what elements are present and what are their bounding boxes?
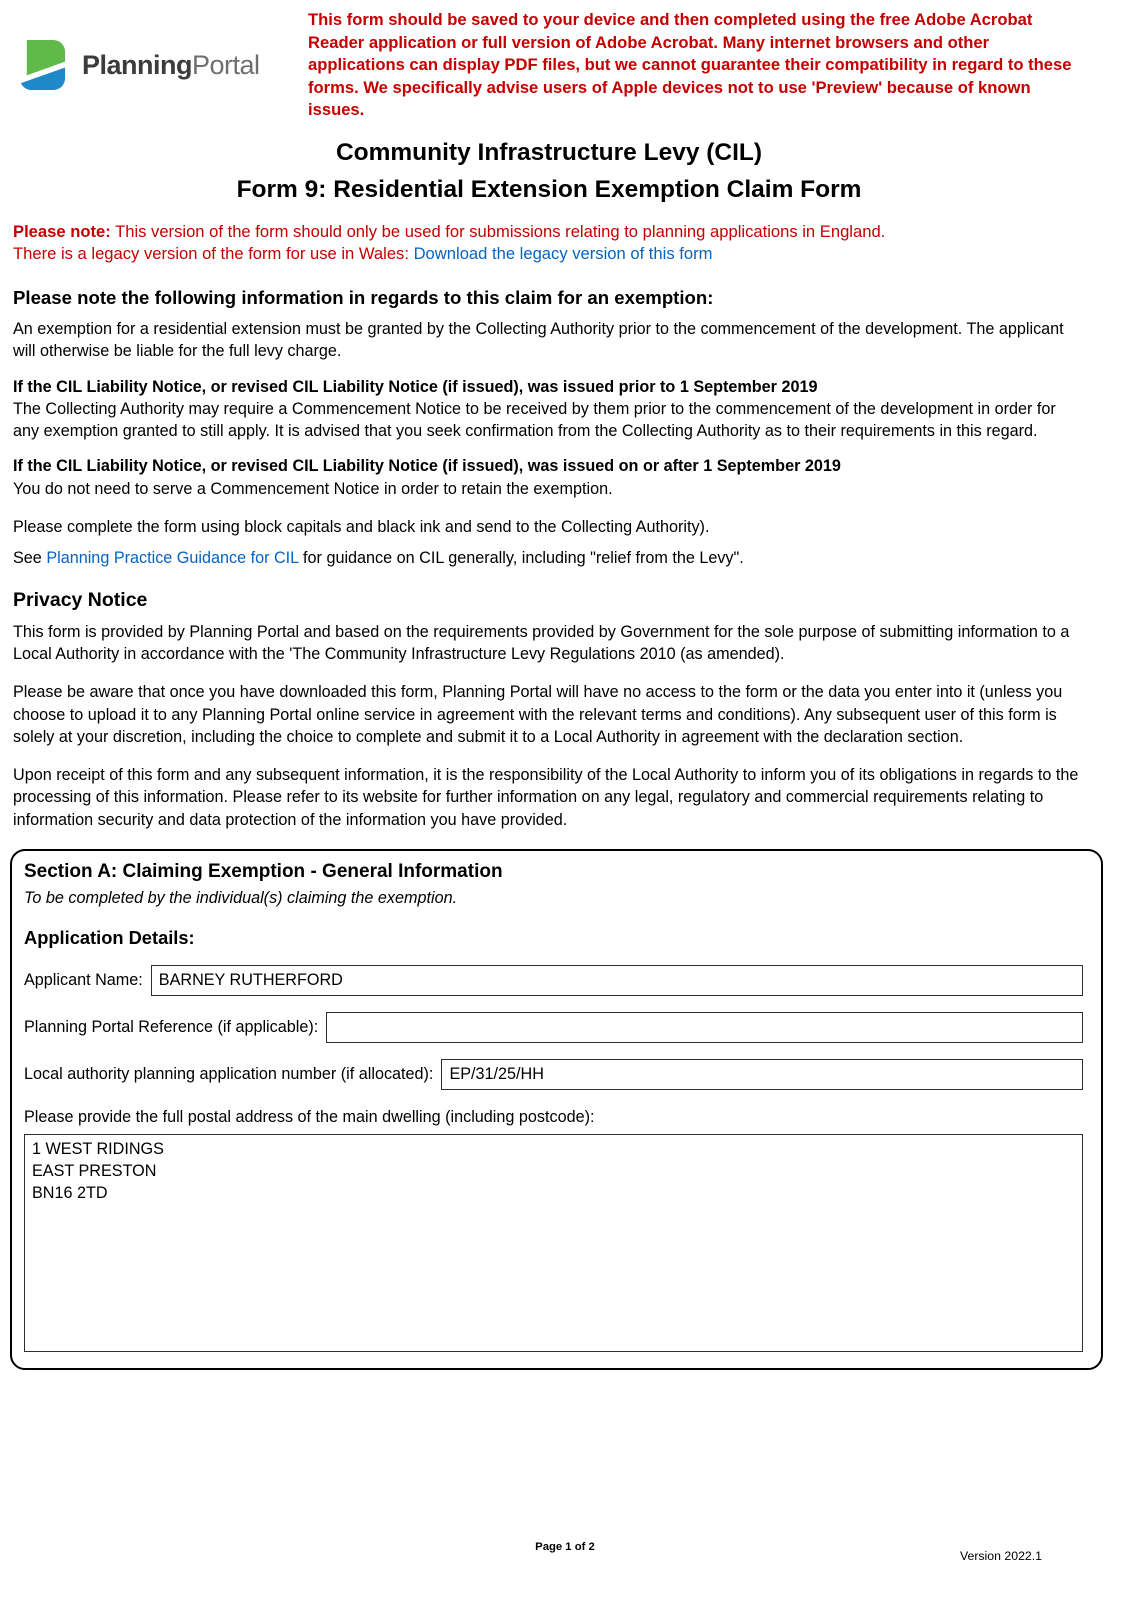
- guidance-prefix: See: [13, 549, 47, 568]
- address-label: Please provide the full postal address of the main dwelling (including postcode):: [24, 1108, 595, 1127]
- exemption-info-para: An exemption for a residential extension must be granted by the Collecting Authority prior to the commencement of the development. The applicant will otherwise be liable for the full levy charge.: [13, 319, 1064, 361]
- guidance-note: [13, 547, 1085, 569]
- address-input[interactable]: [24, 1134, 1083, 1352]
- prior-notice-body: The Collecting Authority may require a Commencement Notice to be received by them prior to the commencement of the development in order for any exemption granted to still apply. It is advised that you seek confirmation from the Collecting Authority as to their requirements in this regard.: [13, 399, 1056, 441]
- adobe-reader-warning: This form should be saved to your device and then completed using the free Adobe Acrobat Reader application or full version of Adobe Acrobat. Many internet browsers and other applications can display PDF files, but we cannot guarantee their compatibility in regard to these forms. We specifically advise users of Apple devices not to use 'Preview' because of known issues.: [308, 10, 1072, 120]
- cil-guidance-link[interactable]: Planning Practice Guidance for CIL: [46, 549, 299, 568]
- form-title-line1: Community Infrastructure Levy (CIL): [335, 138, 763, 166]
- la-app-number-row: [24, 1059, 1083, 1090]
- block-capitals-note: Please complete the form using block capitals and black ink and send to the Collecting Authority).: [13, 518, 710, 537]
- portal-reference-row: [24, 1012, 1083, 1043]
- legacy-version-note: [13, 221, 1085, 266]
- please-note-text: This version of the form should only be used for submissions relating to planning applications in England.: [110, 221, 886, 241]
- application-details-heading: Application Details:: [24, 927, 195, 949]
- applicant-name-label: Applicant Name:: [24, 971, 143, 990]
- planning-portal-logo-text: [82, 50, 260, 81]
- applicant-name-input[interactable]: [151, 965, 1083, 996]
- privacy-notice-heading: Privacy Notice: [13, 588, 148, 611]
- guidance-suffix: for guidance on CIL generally, including "relief from the Levy".: [298, 549, 744, 568]
- legacy-form-link[interactable]: Download the legacy version of this form: [413, 244, 713, 264]
- section-a-box: [10, 849, 1103, 1370]
- planning-portal-logo-icon: [14, 39, 71, 92]
- wales-note-text: There is a legacy version of the form for use in Wales:: [13, 244, 414, 264]
- prior-notice-heading: If the CIL Liability Notice, or revised CIL Liability Notice (if issued), was issued prior to 1 September 2019: [13, 377, 818, 396]
- version-label: Version 2022.1: [959, 1549, 1042, 1563]
- privacy-para-1: This form is provided by Planning Portal and based on the requirements provided by Government for the sole purpose of submitting information to a Local Authority in accordance with the 'The Community Infrastructure Levy Regulations 2010 (as amended).: [13, 622, 1070, 663]
- exemption-info-heading: Please note the following information in regards to this claim for an exemption:: [13, 286, 714, 308]
- la-app-number-label: Local authority planning application number (if allocated):: [24, 1065, 434, 1084]
- page-header: [0, 0, 1130, 122]
- after-notice-body: You do not need to serve a Commencement Notice in order to retain the exemption.: [13, 479, 613, 498]
- form-title: [13, 134, 1085, 208]
- section-a-heading: Section A: Claiming Exemption - General Information: [24, 861, 503, 883]
- logo-text-planning: Planning: [82, 50, 192, 80]
- portal-reference-input[interactable]: [326, 1012, 1083, 1043]
- page-number: Page 1 of 2: [535, 1541, 595, 1553]
- privacy-para-3: Upon receipt of this form and any subsequent information, it is the responsibility of the Local Authority to inform you of its obligations in regards to the processing of this information. Please refer to its website for further information on any legal, regulatory and commercial requirements relating to information security and data protection of the information you have provided.: [13, 766, 1079, 829]
- form-body: [0, 134, 1130, 831]
- section-a-subheading: To be completed by the individual(s) claiming the exemption.: [24, 889, 458, 908]
- planning-portal-logo: [14, 39, 308, 92]
- logo-text-portal: Portal: [192, 50, 260, 80]
- form-title-line2: Form 9: Residential Extension Exemption Claim Form: [236, 175, 862, 203]
- after-notice-heading: If the CIL Liability Notice, or revised CIL Liability Notice (if issued), was issued on or after 1 September 2019: [13, 457, 841, 476]
- privacy-para-2: Please be aware that once you have downloaded this form, Planning Portal will have no access to the form or the data you enter into it (unless you choose to upload it to any Planning Portal online service in agreement with the relevant terms and conditions). Any subsequent user of this form is solely at your discretion, including the choice to complete and submit it to a Local Authority in agreement with the declaration section.: [13, 683, 1063, 746]
- applicant-name-row: [24, 965, 1083, 996]
- la-app-number-input[interactable]: [441, 1059, 1083, 1090]
- portal-reference-label: Planning Portal Reference (if applicable):: [24, 1018, 319, 1037]
- please-note-label: Please note:: [13, 221, 111, 241]
